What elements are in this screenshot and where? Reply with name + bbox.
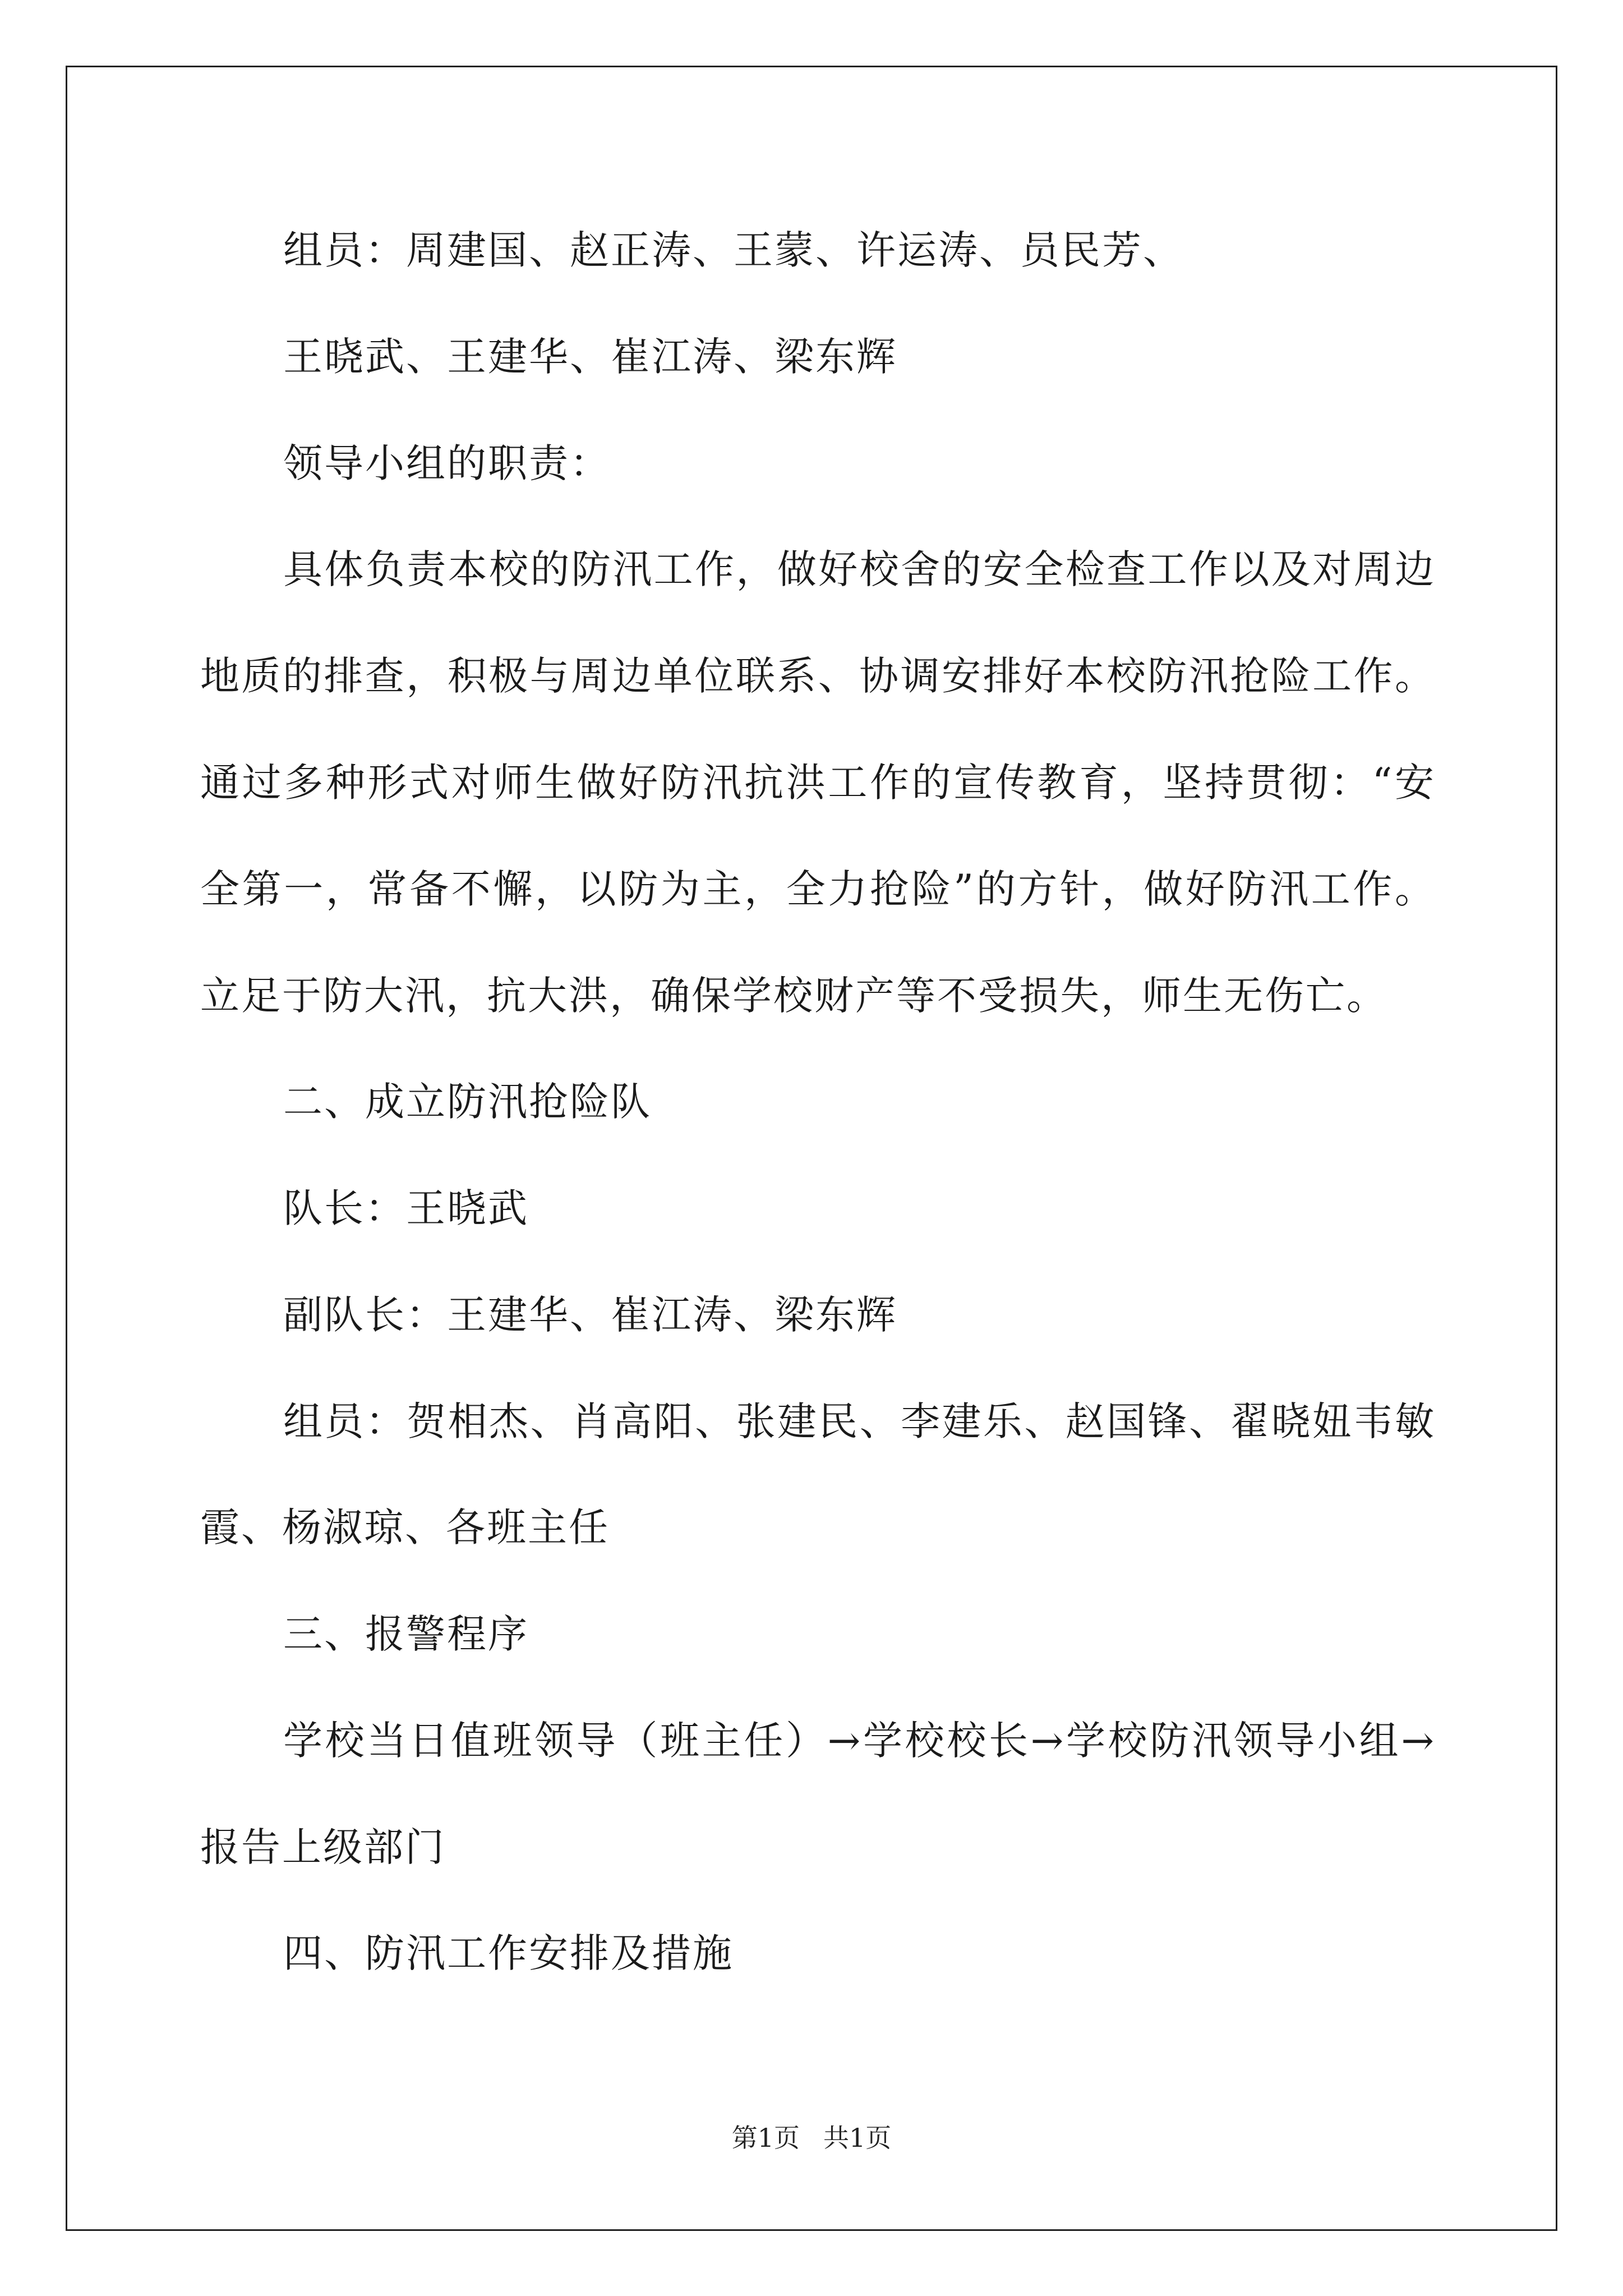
text-line: 学校当日值班领导（班主任）→学校校长→学校防汛领导小组→: [283, 1718, 1434, 1764]
page-total: 共1页: [823, 2123, 892, 2153]
text-line: 报告上级部门: [200, 1824, 446, 1870]
text-line: 副队长：王建华、崔江涛、梁东辉: [283, 1292, 897, 1338]
page-border: [66, 66, 1557, 2231]
text-line: 通过多种形式对师生做好防汛抗洪工作的宣传教育，坚持贯彻：“安: [200, 760, 1434, 806]
text-line: 具体负责本校的防汛工作，做好校舍的安全检查工作以及对周边: [283, 546, 1434, 592]
text-line: 队长：王晓武: [283, 1185, 529, 1231]
text-line: 地质的排查，积极与周边单位联系、协调安排好本校防汛抢险工作。: [200, 653, 1434, 699]
section-heading: 二、成立防汛抢险队: [283, 1079, 652, 1125]
page-footer: [0, 2121, 1623, 2155]
section-heading: 三、报警程序: [283, 1611, 529, 1657]
text-line: 组员：周建国、赵正涛、王蒙、许运涛、员民芳、: [283, 227, 1184, 273]
text-line: 领导小组的职责：: [283, 440, 611, 486]
text-line: 王晓武、王建华、崔江涛、梁东辉: [283, 334, 897, 380]
section-heading: 四、防汛工作安排及措施: [283, 1930, 734, 1976]
text-line: 霞、杨淑琼、各班主任: [200, 1504, 610, 1550]
text-line: 组员：贺相杰、肖高阳、张建民、李建乐、赵国锋、翟晓妞韦敏: [283, 1398, 1434, 1444]
page-number: 第1页: [731, 2123, 800, 2153]
text-line: 立足于防大汛，抗大洪，确保学校财产等不受损失，师生无伤亡。: [200, 973, 1387, 1019]
text-line: 全第一，常备不懈，以防为主，全力抢险”的方针，做好防汛工作。: [200, 866, 1434, 912]
